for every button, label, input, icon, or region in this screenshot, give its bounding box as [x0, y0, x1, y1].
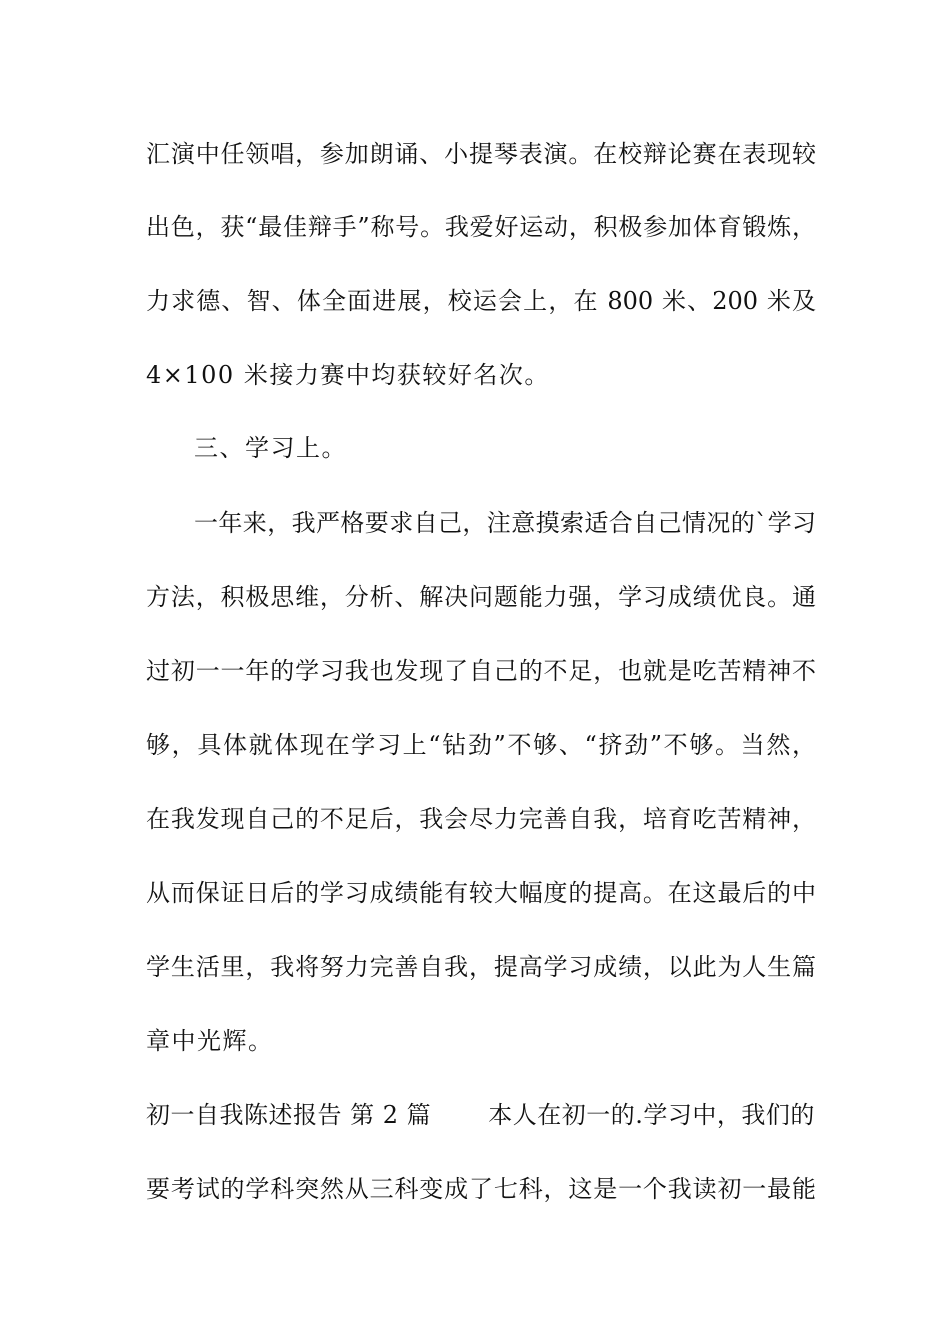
- text-line: 力求德、智、体全面进展，校运会上，在 800 米、200 米及: [146, 287, 816, 315]
- text-line: 在我发现自己的不足后，我会尽力完善自我，培育吃苦精神，: [146, 805, 816, 833]
- text-line: 方法，积极思维，分析、解决问题能力强，学习成绩优良。通: [146, 583, 816, 611]
- text-line: 4×100 米接力赛中均获较好名次。: [146, 361, 550, 389]
- text-line: 从而保证日后的学习成绩能有较大幅度的提高。在这最后的中: [146, 879, 816, 907]
- text-line: 学生活里，我将努力完善自我，提高学习成绩，以此为人生篇: [146, 953, 816, 981]
- text-line: 一年来，我严格要求自己，注意摸索适合自己情况的`学习: [194, 509, 816, 537]
- text-line: 过初一一年的学习我也发现了自己的不足，也就是吃苦精神不: [146, 657, 816, 685]
- text-line: 要考试的学科突然从三科变成了七科，这是一个我读初一最能: [146, 1175, 816, 1203]
- text-line: 汇演中任领唱，参加朗诵、小提琴表演。在校辩论赛在表现较: [146, 140, 816, 168]
- text-line: 章中光辉。: [146, 1027, 274, 1055]
- article-title-line: 初一自我陈述报告 第 2 篇 本人在初一的.学习中，我们的: [146, 1101, 815, 1129]
- section-heading: 三、学习上。: [194, 434, 347, 462]
- text-line: 出色，获“最佳辩手”称号。我爱好运动，积极参加体育锻炼，: [146, 213, 816, 241]
- text-line: 够，具体就体现在学习上“钻劲”不够、“挤劲”不够。当然，: [146, 731, 816, 759]
